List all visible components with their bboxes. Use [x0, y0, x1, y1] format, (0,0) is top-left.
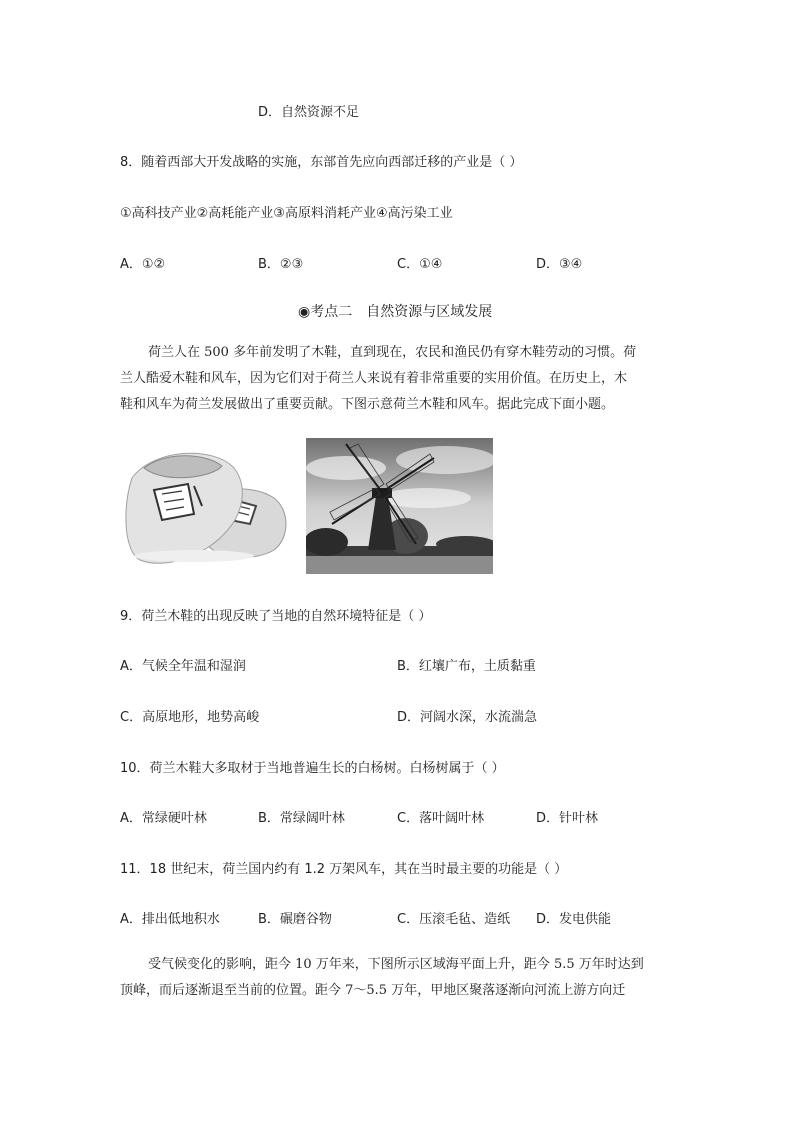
q8-items: ①高科技产业②高耗能产业③高原料消耗产业④高污染工业: [120, 206, 453, 221]
q11-option-a: A．排出低地积水: [120, 912, 220, 927]
passage-2: [120, 952, 676, 1004]
q11-option-c: C．压滚毛毡、造纸: [397, 912, 511, 927]
q9-option-c: C．高原地形，地势高峻: [120, 710, 260, 725]
q11-option-d: D．发电供能: [536, 912, 612, 927]
q8-option-b: B．②③: [258, 257, 304, 272]
q8-option-d: D．③④: [536, 257, 583, 272]
q9-option-a: A．气候全年温和湿润: [120, 659, 246, 674]
windmill-image: [306, 438, 493, 574]
q10-stem: 10．荷兰木鞋大多取材于当地普遍生长的白杨树。白杨树属于（ ）: [120, 761, 505, 776]
passage-1-line-1: 荷兰人在 500 多年前发明了木鞋，直到现在，农民和渔民仍有穿木鞋劳动的习惯。荷: [148, 345, 637, 360]
passage-1-line-2: 兰人酷爱木鞋和风车，因为它们对于荷兰人来说有着非常重要的实用价值。在历史上，木: [120, 371, 628, 386]
q7-option-d: D．自然资源不足: [258, 105, 360, 120]
q11-option-b: B．碾磨谷物: [258, 912, 332, 927]
q9-option-b: B．红壤广布，土质黏重: [397, 659, 536, 674]
wooden-shoes-image: [124, 438, 292, 574]
passage-1: [120, 340, 676, 418]
q10-option-d: D．针叶林: [536, 811, 599, 826]
q8-stem: 8．随着西部大开发战略的实施，东部首先应向西部迁移的产业是（ ）: [120, 155, 523, 170]
q10-option-b: B．常绿阔叶林: [258, 811, 345, 826]
q8-option-a: A．①②: [120, 257, 166, 272]
q11-stem: 11．18 世纪末，荷兰国内约有 1.2 万架风车，其在当时最主要的功能是（ ）: [120, 862, 568, 877]
section-heading: ◉考点二 自然资源与区域发展: [298, 304, 493, 320]
q8-option-c: C．①④: [397, 257, 443, 272]
passage-1-line-3: 鞋和风车为荷兰发展做出了重要贡献。下图示意荷兰木鞋和风车。据此完成下面小题。: [120, 397, 615, 412]
q9-stem: 9．荷兰木鞋的出现反映了当地的自然环境特征是（ ）: [120, 609, 432, 624]
q10-option-c: C．落叶阔叶林: [397, 811, 485, 826]
q10-option-a: A．常绿硬叶林: [120, 811, 207, 826]
passage-2-line-1: 受气候变化的影响，距今 10 万年来，下图所示区域海平面上升，距今 5.5 万年时达到: [148, 957, 644, 972]
q9-option-d: D．河阔水深，水流湍急: [397, 710, 538, 725]
passage-2-line-2: 顶峰，而后逐渐退至当前的位置。距今 7～5.5 万年，甲地区聚落逐渐向河流上游方向迁: [120, 983, 626, 998]
